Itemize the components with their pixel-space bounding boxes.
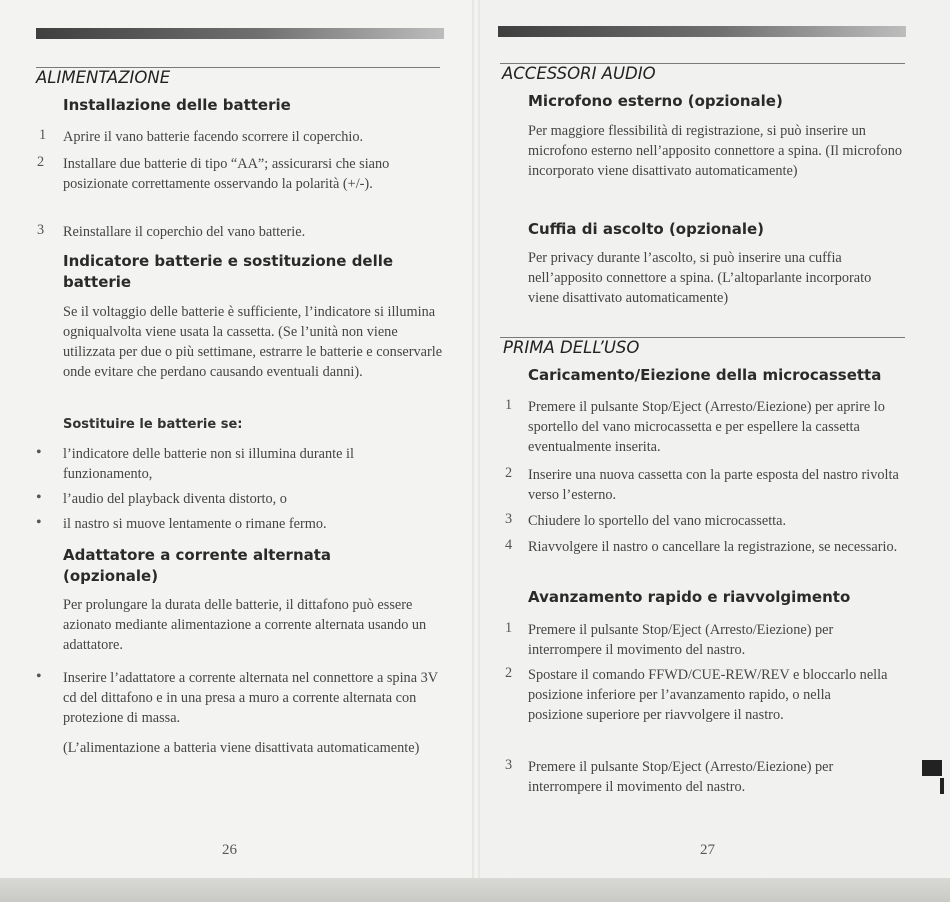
thumb-tab-marker	[922, 760, 942, 776]
indicator-paragraph: Se il voltaggio delle batterie è sufficiente, l’indicatore si illumina ogniqualvolta viene usata la cassetta. (Se l’unità non viene utilizzata per due o più settimane, estrarre le batterie e conservarle onde evitare che perdano causando eventuali danni).	[63, 304, 443, 380]
install-step: Aprire il vano batterie facendo scorrere il coperchio.	[63, 129, 364, 145]
bullet-icon: •	[36, 444, 42, 461]
load-step: Riavvolgere il nastro o cancellare la registrazione, se necessario.	[528, 539, 898, 555]
replace-bullet: il nastro si muove lentamente o rimane fermo.	[63, 516, 327, 532]
ff-step: Spostare il comando FFWD/CUE-REW/REV e bloccarlo nella posizione inferiore per l’avanzamento rapido, o nella posizione superiore per riavvolgere il nastro.	[528, 667, 888, 723]
step-number: 1	[505, 620, 513, 636]
left-header-bar	[36, 28, 444, 39]
mic-paragraph: Per maggiore flessibilità di registrazione, si può inserire un microfono esterno nell’apposito connettore a spina. (Il microfono incorporato viene disattivato automaticamente)	[528, 123, 902, 179]
heading-battery-indicator: Indicatore batterie e sostituzione delle batterie	[63, 252, 394, 291]
heading-cassette-load: Caricamento/Eiezione della microcassetta	[528, 366, 882, 384]
heading-fast-forward: Avanzamento rapido e riavvolgimento	[528, 588, 851, 606]
heading-headphone: Cuffia di ascolto (opzionale)	[528, 220, 764, 238]
page-number-left: 26	[222, 842, 237, 858]
page-number-right: 27	[700, 842, 715, 858]
adapter-paragraph: Per prolungare la durata delle batterie, il dittafono può essere azionato mediante alimentazione a corrente alternata usando un adattatore.	[63, 597, 427, 653]
replace-heading: Sostituire le batterie se:	[63, 417, 243, 432]
load-step: Premere il pulsante Stop/Eject (Arresto/Eiezione) per aprire lo sportello del vano microcassetta e per espellere la cassetta eventualmente inserita.	[528, 399, 885, 455]
replace-bullet: l’audio del playback diventa distorto, o	[63, 491, 287, 507]
step-number: 2	[505, 465, 513, 481]
heading-battery-install: Installazione delle batterie	[63, 96, 291, 114]
ff-step: Premere il pulsante Stop/Eject (Arresto/Eiezione) per interrompere il movimento del nastro.	[528, 759, 834, 795]
heading-ac-adapter: Adattatore a corrente alternata (opzionale)	[63, 546, 332, 585]
heading-external-mic: Microfono esterno (opzionale)	[528, 92, 783, 110]
install-step: Reinstallare il coperchio del vano batterie.	[63, 224, 306, 240]
bullet-icon: •	[36, 514, 42, 531]
step-number: 2	[505, 665, 513, 681]
step-number: 4	[505, 537, 513, 553]
adapter-note: (L’alimentazione a batteria viene disattivata automaticamente)	[63, 740, 420, 756]
step-number: 3	[505, 757, 513, 773]
book-spine	[472, 0, 480, 902]
section-title: ACCESSORI AUDIO	[502, 64, 656, 83]
step-number: 1	[39, 127, 47, 143]
step-number: 2	[37, 154, 45, 170]
right-header-bar	[498, 26, 906, 37]
step-number: 1	[505, 397, 513, 413]
headphone-paragraph: Per privacy durante l’ascolto, si può inserire una cuffia nell’apposito connettore a spina. (L’altoparlante incorporato viene disattivato automaticamente)	[528, 250, 872, 306]
replace-bullet: l’indicatore delle batterie non si illumina durante il funzionamento,	[63, 446, 355, 482]
thumb-tab-marker	[940, 778, 944, 794]
bullet-icon: •	[36, 489, 42, 506]
bottom-edge	[0, 878, 950, 902]
bullet-icon: •	[36, 668, 42, 685]
install-step: Installare due batterie di tipo “AA”; assicurarsi che siano posizionate correttamente osservando la polarità (+/-).	[63, 156, 390, 192]
load-step: Chiudere lo sportello del vano microcassetta.	[528, 513, 787, 529]
section-title: ALIMENTAZIONE	[36, 68, 171, 87]
ff-step: Premere il pulsante Stop/Eject (Arresto/Eiezione) per interrompere il movimento del nastro.	[528, 622, 834, 658]
section-title: PRIMA DELL’USO	[503, 338, 640, 357]
step-number: 3	[37, 222, 45, 238]
step-number: 3	[505, 511, 513, 527]
adapter-bullet: Inserire l’adattatore a corrente alternata nel connettore a spina 3V cd del dittafono e in una presa a muro a corrente alternata con protezione di massa.	[63, 670, 438, 726]
load-step: Inserire una nuova cassetta con la parte esposta del nastro rivolta verso l’esterno.	[528, 467, 899, 503]
